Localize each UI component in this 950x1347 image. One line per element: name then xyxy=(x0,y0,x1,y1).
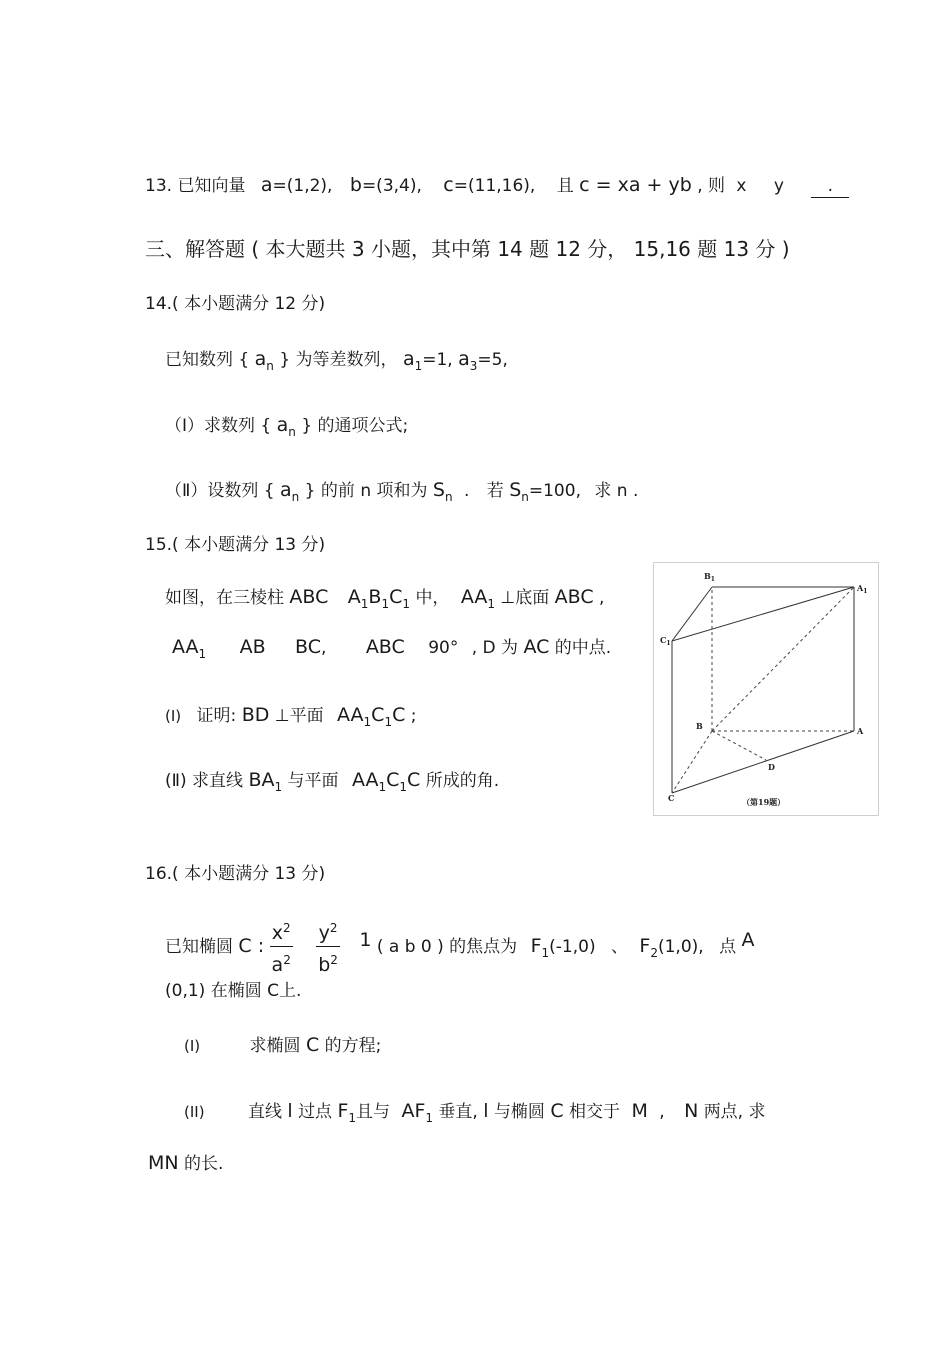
q14-header: 14.( 本小题满分 12 分) xyxy=(145,294,326,314)
q14-part-1: （Ⅰ）求数列 { an } 的通项公式; xyxy=(165,414,409,439)
q16-part-2-line-2: MN 的长. xyxy=(148,1152,224,1174)
label-c: C xyxy=(668,793,675,803)
q16-header: 16.( 本小题满分 13 分) xyxy=(145,864,326,884)
label-a1: $A_1$ xyxy=(857,583,868,595)
q16-part-1: (I) 求椭圆 C 的方程; xyxy=(184,1034,382,1056)
label-b: B xyxy=(696,721,703,731)
q15-stem-line-2: AA1 AB BC, ABC 90° , D 为 AC 的中点. xyxy=(172,636,612,661)
label-c1: $C_1$ xyxy=(660,635,671,647)
fraction-y2-b2: $\frac{y2}{b2}$ xyxy=(316,915,340,978)
edge-b-d xyxy=(712,731,766,760)
q14-stem: 已知数列 { an } 为等差数列， a1=1, a3=5, xyxy=(165,348,508,373)
edge-c-a xyxy=(672,731,854,793)
section-3-note: 本大题共 3 小题，其中第 14 题 12 分， 15,16 题 13 分 xyxy=(265,237,776,261)
label-d: D xyxy=(768,762,775,772)
q13-line: 13. 已知向量 a=(1,2), b=(3,4), c=(11,16), 且 c = xa + yb , 则 x y . xyxy=(145,174,849,198)
q16-stem-line-2: (0,1) 在椭圆 C上. xyxy=(165,981,302,1001)
figure-caption: （第19题） xyxy=(742,797,786,807)
q16-stem-line-1: 已知椭圆 C : $\frac{x2}{a2}$ $\frac{y2}{b2}$ 1 ( a b 0 ) 的焦点为 F1(-1,0) 、 F2(1,0), 点 A xyxy=(165,915,755,978)
label-a: A xyxy=(857,726,864,736)
edge-b-a1 xyxy=(712,587,854,731)
section-3-heading: 三、解答题 ( 本大题共 3 小题，其中第 14 题 12 分， 15,16 题 13 分 ) xyxy=(145,237,790,261)
q15-part-1: (I) 证明: BD ⊥平面 AA1C1C ; xyxy=(165,704,417,729)
q13-number: 13. xyxy=(145,176,173,196)
prism-figure xyxy=(653,562,879,816)
q13-condition: c = xa + yb xyxy=(579,174,692,196)
q14-part-2: （Ⅱ）设数列 { an } 的前 n 项和为 Sn . 若 Sn=100, 求 n . xyxy=(165,479,639,504)
label-b1: $B_1$ xyxy=(704,571,715,583)
edge-b-c xyxy=(672,731,712,793)
edge-c1-b1 xyxy=(672,587,712,641)
q15-stem-line-1: 如图，在三棱柱 ABC A1B1C1 中， AA1 ⊥底面 ABC , xyxy=(165,586,605,611)
prism-diagram xyxy=(654,563,878,815)
q13-lead: 已知向量 xyxy=(177,176,246,196)
q15-part-2: (Ⅱ) 求直线 BA1 与平面 AA1C1C 所成的角. xyxy=(165,769,500,794)
q15-header: 15.( 本小题满分 13 分) xyxy=(145,535,326,555)
q16-part-2-line-1: (II) 直线 l 过点 F1且与 AF1 垂直, l 与椭圆 C 相交于 M , N 两点, 求 xyxy=(184,1100,766,1125)
q13-answer-blank: . xyxy=(811,175,849,198)
fraction-x2-a2: $\frac{x2}{a2}$ xyxy=(270,915,293,978)
